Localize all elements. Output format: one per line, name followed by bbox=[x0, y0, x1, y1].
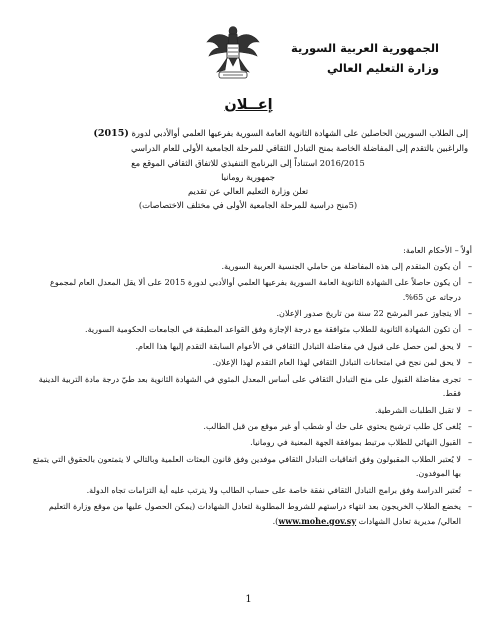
list-item: – يخضع الطلاب الخريجون بعد انتهاء دراستهم للشروط المطلوبة لتعادل الشهادات (يمكن الحصول عليها من موقع وزارة التعليم العالي/ مديرية تعادل الشهادات www.mohe.gov.sy). bbox=[26, 499, 472, 528]
list-item: – أن يكون حاصلاً على الشهادة الثانوية العامة السورية بفرعيها العلمي أوالأدبي لدورة 2015 على ألا يقل المعدل العام لمجموع درجاته عن 65%. bbox=[26, 275, 472, 304]
list-item: – يُلغى كل طلب ترشيح يحتوي على حك أو شطب أو غير موقع من قبل الطالب. bbox=[26, 419, 472, 434]
intro-line-5: (5منح دراسية للمرحلة الجامعية الأولى في مختلف الاختصاصات) bbox=[138, 200, 358, 211]
announcement-intro bbox=[28, 126, 468, 213]
general-provisions bbox=[26, 243, 472, 530]
list-item: – لا يُعتبر الطلاب المقبولون وفق اتفاقيات التبادل الثقافي موفدين وفق قانون البعثات العلمية وبالتالي لا يتمتعون بالحقوق التي يتمتع بها الموفدون. bbox=[26, 452, 472, 481]
letterhead bbox=[291, 38, 439, 78]
page-number: 1 bbox=[245, 594, 252, 605]
list-item: – أن تكون الشهادة الثانوية للطلاب متوافقة مع درجة الإجازة وفق القواعد المطبقة في الجامعات الحكومية السورية. bbox=[26, 322, 472, 337]
intro-line-2: والراغبين بالتقدم إلى المفاضلة الخاصة بمنح التبادل الثقافي للمرحلة الجامعية الأولى للعام الدراسي bbox=[130, 143, 468, 154]
ministry-website-link[interactable]: www.mohe.gov.sy bbox=[278, 515, 357, 526]
intro-line-1: إلى الطلاب السوريين الحاصلين على الشهادة الثانوية العامة السورية بفرعيها العلمي أوالأدبي لدورة (2015) bbox=[93, 128, 468, 139]
intro-country: جمهورية رومانيا bbox=[221, 171, 275, 182]
list-item: – لا تقبل الطلبات الشرطية. bbox=[26, 403, 472, 418]
list-item: – تُعتبر الدراسة وفق برامج التبادل الثقافي نفقة خاصة على حساب الطالب ولا يترتب عليه أية التزامات تجاه الدولة. bbox=[26, 483, 472, 498]
intro-year: (2015) bbox=[93, 128, 129, 139]
announcement-title: إعــلان bbox=[224, 97, 273, 113]
intro-line-3: 2016/2015 استناداً إلى البرنامج التنفيذي للاتفاق الثقافي الموقع مع bbox=[131, 157, 365, 168]
provisions-list bbox=[26, 259, 472, 529]
syrian-eagle-emblem-icon bbox=[205, 22, 261, 82]
list-item: – لا يحق لمن نجح في امتحانات التبادل الثقافي لهذا العام التقدم لهذا الإعلان. bbox=[26, 355, 472, 370]
list-item: – لا يحق لمن حصل على قبول في مفاضلة التبادل الثقافي في الأعوام السابقة التقدم إليها هذا العام. bbox=[26, 339, 472, 354]
list-item: – ألا يتجاوز عمر المرشح 22 سنة من تاريخ صدور الإعلان. bbox=[26, 306, 472, 321]
section-title: أولاً – الأحكام العامة: bbox=[403, 245, 472, 255]
list-item: – تجرى مفاضلة القبول على منح التبادل الثقافي على أساس المعدل المئوي في الشهادة الثانوية بعد طيّ درجة مادة التربية الدينية فقط. bbox=[26, 372, 472, 401]
ministry-name: وزارة التعليم العالي bbox=[326, 61, 439, 75]
republic-name: الجمهورية العربية السورية bbox=[291, 41, 439, 55]
intro-line-4: تعلن وزارة التعليم العالي عن تقديم bbox=[187, 186, 309, 197]
list-item: – أن يكون المتقدم إلى هذه المفاضلة من حاملي الجنسية العربية السورية. bbox=[26, 259, 472, 274]
list-item: – القبول النهائي للطلاب مرتبط بموافقة الجهة المعنية في رومانيا. bbox=[26, 435, 472, 450]
